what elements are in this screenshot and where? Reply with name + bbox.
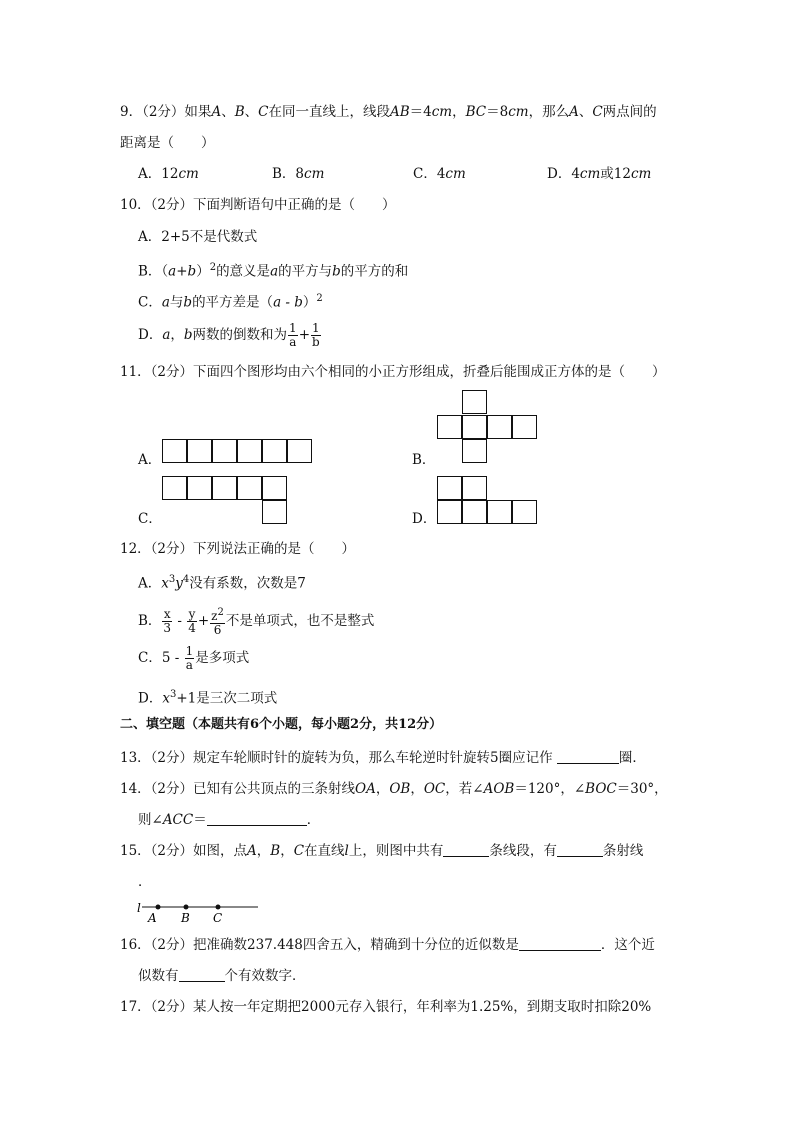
fraction-y-over-4: $\frac{y}{4}$ xyxy=(188,607,196,635)
net-b-square xyxy=(462,390,487,414)
fraction-z2-over-6: $\frac{z^2}{6}$ xyxy=(211,607,224,637)
q10-option-d[interactable]: D．a，b两数的倒数和为 $\frac{1}{a}$ + $\frac{1}{b}$ xyxy=(138,321,320,349)
answer-blank[interactable] xyxy=(557,749,619,764)
net-d-square xyxy=(512,500,537,524)
net-b-square xyxy=(462,415,487,439)
q11-stem: 11．（2分）下面四个图形均由六个相同的小正方形组成，折叠后能围成正方体的是（ ） xyxy=(120,364,666,380)
q15-line2: ． xyxy=(138,874,152,890)
q9-option-d[interactable]: D．4cm或12cm xyxy=(547,166,652,182)
q12-option-c[interactable]: C．5 - $\frac{1}{a}$ 是多项式 xyxy=(138,644,250,672)
answer-blank[interactable] xyxy=(557,842,603,857)
fraction-1-over-b: $\frac{1}{b}$ xyxy=(312,321,320,349)
label-l: l xyxy=(137,901,141,915)
fraction-1-over-a: $\frac{1}{a}$ xyxy=(289,321,297,349)
net-c-square xyxy=(187,476,212,500)
q12-option-a[interactable]: A．$x^3y^4$没有系数，次数是7 xyxy=(138,574,306,592)
q15-line1: 15．（2分）如图，点A，B，C在直线l上，则图中共有 条线段，有 条射线 xyxy=(120,843,644,859)
q9-option-a[interactable]: A．12cm xyxy=(138,166,199,182)
q9-option-c[interactable]: C．4cm xyxy=(413,166,466,182)
answer-blank[interactable] xyxy=(207,811,307,826)
net-b-square xyxy=(512,415,537,439)
q13-line: 13．（2分）规定车轮顺时针的旋转为负，那么车轮逆时针旋转5圈应记作 圈． xyxy=(120,750,646,766)
q14-line2: 则∠ACC＝ ． xyxy=(138,812,321,828)
point-c xyxy=(216,905,221,910)
net-d-square xyxy=(462,476,487,500)
label-c: C xyxy=(213,911,223,925)
net-d-square xyxy=(437,500,462,524)
q9-option-b[interactable]: B．8cm xyxy=(272,166,325,182)
label-b: B xyxy=(181,911,190,925)
q14-line1: 14．（2分）已知有公共顶点的三条射线OA，OB，OC，若∠AOB＝120°，∠BOC＝30°， xyxy=(120,781,668,797)
q10-option-a[interactable]: A．2+5不是代数式 xyxy=(138,229,258,245)
net-b-square xyxy=(462,439,487,463)
q10-option-c[interactable]: C．a与b的平方差是（a - b）$^2$ xyxy=(138,293,323,311)
net-c-square xyxy=(262,476,287,500)
net-c-square xyxy=(212,476,237,500)
q11-option-a-label[interactable]: A． xyxy=(138,452,162,468)
net-b-square xyxy=(487,415,512,439)
net-c-square xyxy=(162,476,187,500)
net-a-square xyxy=(287,439,312,463)
q16-line2: 似数有 个有效数字． xyxy=(138,968,306,984)
fraction-x-over-3: $\frac{x}{3}$ xyxy=(163,607,172,635)
net-d-square xyxy=(487,500,512,524)
q17-line1: 17．（2分）某人按一年定期把2000元存入银行，年利率为1.25%，到期支取时扣除20% xyxy=(120,999,652,1015)
q12-stem: 12．（2分）下列说法正确的是（ ） xyxy=(120,541,356,557)
net-a-square xyxy=(187,439,212,463)
net-d-square xyxy=(462,500,487,524)
net-a-square xyxy=(162,439,187,463)
q9-line1: 9．（2分）如果A、B、C在同一直线上，线段AB＝4cm，BC＝8cm，那么A、C两点间的 xyxy=(120,104,657,120)
answer-blank[interactable] xyxy=(179,967,225,982)
label-a: A xyxy=(148,911,157,925)
net-b-square xyxy=(437,415,462,439)
answer-blank[interactable] xyxy=(443,842,489,857)
q9-line2: 距离是（ ） xyxy=(120,135,215,151)
net-c-square xyxy=(262,500,287,524)
q12-option-d[interactable]: D．$x^3+1$是三次二项式 xyxy=(138,689,278,707)
q16-line1: 16．（2分）把准确数237.448四舍五入，精确到十分位的近似数是 ．这个近 xyxy=(120,937,655,953)
point-b xyxy=(184,905,189,910)
net-a-square xyxy=(262,439,287,463)
q11-option-d-label[interactable]: D． xyxy=(412,511,437,527)
net-a-square xyxy=(237,439,262,463)
net-a-square xyxy=(212,439,237,463)
line-diagram xyxy=(136,896,266,926)
net-d-square xyxy=(437,476,462,500)
answer-blank[interactable] xyxy=(519,936,601,951)
q10-stem: 10．（2分）下面判断语句中正确的是（ ） xyxy=(120,197,396,213)
section-heading: 二、填空题（本题共有6个小题，每小题2分，共12分） xyxy=(120,717,443,732)
q11-option-c-label[interactable]: C． xyxy=(138,511,162,527)
q12-option-b[interactable]: B． $\frac{x}{3}$ - $\frac{y}{4}$ + $\frac{z^2}{6}$ 不是单项式，也不是整式 xyxy=(138,607,375,637)
point-a xyxy=(156,905,161,910)
q11-option-b-label[interactable]: B． xyxy=(412,452,436,468)
q10-option-b[interactable]: B．$(a+b)^2$的意义是a的平方与b的平方的和 xyxy=(138,262,409,280)
fraction-1-over-a: $\frac{1}{a}$ xyxy=(185,644,194,672)
net-c-square xyxy=(237,476,262,500)
